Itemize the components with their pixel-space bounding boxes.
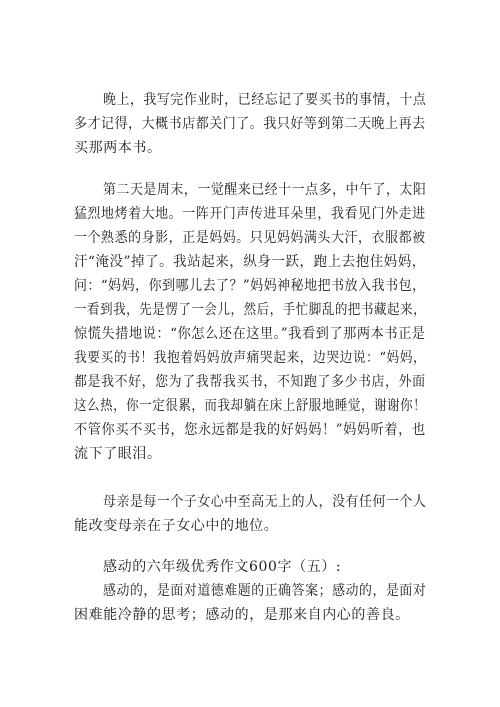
paragraph-2-line-11: 不管你买不买书，您永远都是我的好妈妈！”妈妈听着，也 xyxy=(74,422,426,438)
paragraph-2-line-2: 猛烈地烤着大地。一阵开门声传进耳朵里，我看见门外走进 xyxy=(74,206,426,222)
paragraph-2-line-5: 问：“妈妈，你到哪儿去了？”妈妈神秘地把书放入我书包， xyxy=(74,278,426,294)
paragraph-3-line-2: 能改变母亲在子女心中的地位。 xyxy=(74,518,279,534)
section-heading: 感动的六年级优秀作文600字（五）: xyxy=(103,559,342,575)
paragraph-3-line-1: 母亲是每一个子女心中至高无上的人，没有任何一个人 xyxy=(103,494,427,510)
paragraph-2-line-12: 流下了眼泪。 xyxy=(74,446,162,462)
paragraph-2-line-10: 这么热，你一定很累，而我却躺在床上舒服地睡觉，谢谢你！ xyxy=(74,398,427,414)
paragraph-1-line-2: 多才记得，大概书店都关门了。我只好等到第二天晚上再去 xyxy=(74,116,426,132)
paragraph-4-line-1: 感动的，是面对道德难题的正确答案；感动的，是面对 xyxy=(103,583,427,599)
paragraph-2-line-4: 汗“淹没”掉了。我站起来，纵身一跃，跑上去抱住妈妈， xyxy=(74,254,426,270)
paragraph-2-line-9: 都是我不好，您为了我帮我买书，不知跑了多少书店，外面 xyxy=(74,374,426,390)
paragraph-2-line-1: 第二天是周末，一觉醒来已经十一点多，中午了，太阳 xyxy=(103,182,427,198)
paragraph-2-line-7: 惊慌失措地说：“你怎么还在这里。”我看到了那两本书正是 xyxy=(74,326,426,342)
paragraph-2-line-3: 一个熟悉的身影，正是妈妈。只见妈妈满头大汗，衣服都被 xyxy=(74,230,426,246)
paragraph-2-line-6: 一看到我，先是愣了一会儿，然后，手忙脚乱的把书藏起来， xyxy=(74,302,427,318)
paragraph-1-line-1: 晚上，我写完作业时，已经忘记了要买书的事情，十点 xyxy=(103,92,427,108)
paragraph-1-line-3: 买那两本书。 xyxy=(74,140,162,156)
paragraph-4-line-2: 困难能冷静的思考；感动的，是那来自内心的善良。 xyxy=(74,607,410,623)
paragraph-2-line-8: 我要买的书！我抱着妈妈放声痛哭起来，边哭边说：“妈妈， xyxy=(74,350,427,366)
